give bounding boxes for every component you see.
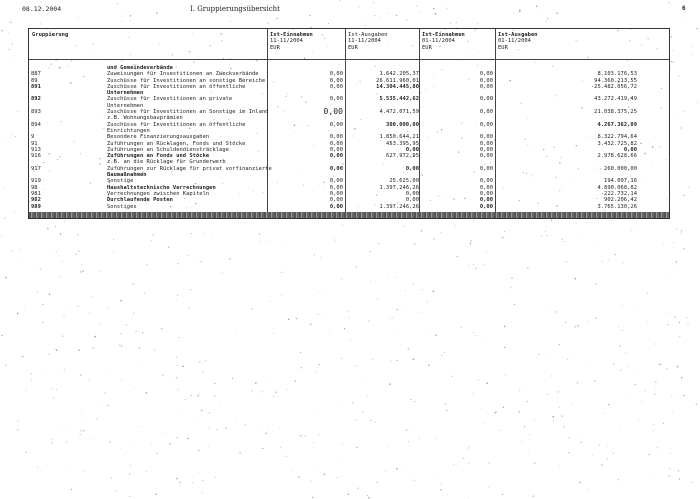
table-row: 982 Durchlaufende Posten 0,00 0,00 0,00 902.206,42 — [31, 197, 637, 204]
table-row: Baumaßnahmen — [107, 172, 147, 179]
table-row: Einrichtungen — [107, 127, 150, 134]
header-divider — [29, 59, 669, 60]
table-row: z.B. Wohnungsbauprämien — [107, 115, 183, 122]
table-row: 919 Sonstige 0,00 25.625,00 0,00 194.097,16 — [31, 178, 637, 185]
table-row: 887 Zuweisungen für Investitionen an Zweckverbände 0,00 1.642.205,37 0,00 8.103.176,53 — [31, 71, 637, 78]
table-row: 893 Zuschüsse für Investitionen an Sonstige im Inland 0,00 4.472.071,59 0,00 21.038.375,25 — [31, 107, 637, 117]
table-footer-bar — [29, 212, 669, 218]
table-row: 98 Haushaltstechnische Verrechnungen 0,00 1.397.246,26 0,00 4.890.068,82 — [31, 184, 637, 191]
table-row: 981 Verrechnungen zwischen Kapiteln 0,00 0,00 0,00 -222.732,14 — [31, 190, 637, 197]
page-number: 6 — [682, 5, 686, 12]
table-row: z.B. an die Rücklage für Grunderwerb — [107, 159, 226, 166]
table-row: Unternehmen — [107, 90, 144, 97]
table-row: 892 Zuschüsse für Investitionen an private 0,00 5.535.442,62 0,00 43.272.419,49 — [31, 96, 637, 103]
table-row: 917 Zuführungen zur Rücklage für privat vorfinanzierte 0,00 0,00 0,00 260.000,00 — [31, 165, 637, 172]
page-title: I. Gruppierungsübersicht — [190, 5, 280, 13]
col-head-grouping: Gruppierung — [32, 32, 69, 38]
table-row: und Gemeindeverbände — [107, 65, 173, 71]
col-head-ist-einnahmen-month: Ist-Einnahmen 11-11/2004 EUR — [270, 32, 313, 51]
table-row: 894 Zuschüsse für Investitionen an öffentliche 0,00 300.000,00 0,00 4.267.362,09 — [31, 121, 637, 128]
table-row: 91 Zuführungen an Rücklagen, Fonds und Stöcke 0,00 453.395,95 0,00 3.432.725,82 — [31, 140, 637, 147]
col-head-ist-einnahmen-ytd: Ist-Einnahmen 01-11/2004 EUR — [422, 32, 465, 51]
table-body — [29, 65, 669, 210]
col-head-ist-ausgaben-ytd: Ist-Ausgaben 01-11/2004 EUR — [498, 32, 538, 51]
table-row: 891 Zuschüsse für Investitionen an öffentliche 0,00 14.304.445,80 0,00 -25.482.056,72 — [31, 83, 637, 90]
print-date: 08.12.2004 — [22, 5, 62, 13]
grouping-table — [28, 28, 670, 219]
table-row: 9 Besondere Finanzierungsausgaben 0,00 1.850.644,21 0,00 8.322.794,64 — [31, 134, 637, 141]
table-row: 913 Zuführungen an Schuldendiensträcklage 0,00 0,00 0,00 0,00 — [31, 146, 637, 153]
table-row: 989 Sonstiges 0,00 1.397.246,26 0,00 3.765.130,26 — [31, 203, 637, 210]
table-row: 89 Zuschüsse für Investitionen an sonstige Bereiche 0,00 26.611.960,01 0,00 94.360.213,55 — [31, 77, 637, 84]
col-head-ist-ausgaben-month: Ist-Ausgaben 11-11/2004 EUR — [348, 32, 388, 51]
table-row: 916 Zuführungen an Fonds und Stöcke 0,00 627.972,95 0,00 2.978.628,66 — [31, 153, 637, 160]
table-row: Unternehmen — [107, 102, 144, 109]
